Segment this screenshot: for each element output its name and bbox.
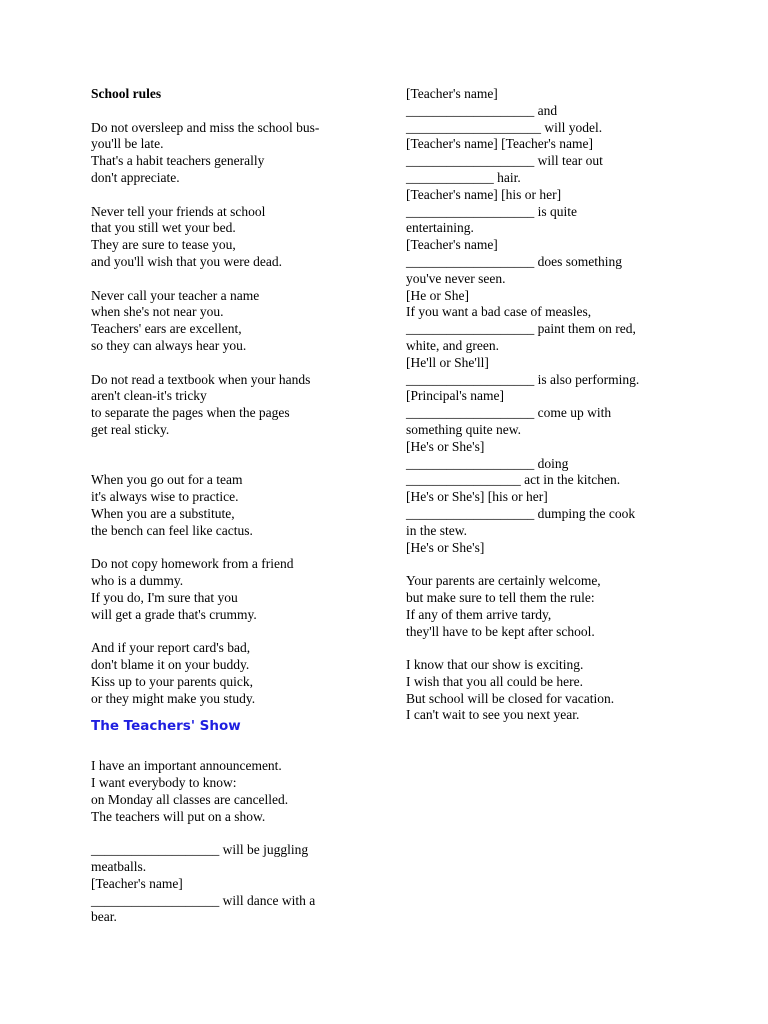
fill-in-block [406, 86, 696, 556]
poem-line: They are sure to tease you, [91, 237, 236, 253]
poem-line: don't appreciate. [91, 169, 180, 185]
poem-line: [Teacher's name] [his or her] [406, 186, 562, 202]
poem-line: white, and green. [406, 337, 499, 353]
stanza-1 [91, 120, 376, 187]
poem-line: on Monday all classes are cancelled. [91, 791, 289, 807]
stanza-7 [91, 640, 376, 707]
poem-line: Never tell your friends at school [91, 203, 266, 219]
poem-line: _____________ hair. [406, 169, 521, 185]
poem-line: you've never seen. [406, 270, 506, 286]
poem-line: Teachers' ears are excellent, [91, 321, 242, 337]
stanza-4 [91, 372, 376, 439]
poem-line: If you want a bad case of measles, [406, 304, 592, 320]
poem-line: [He's or She's] [406, 539, 485, 555]
poem-line: That's a habit teachers generally [91, 153, 265, 169]
poem-line: ___________________ come up with [406, 405, 612, 421]
stanza-3 [91, 288, 376, 355]
poem-line: ___________________ dumping the cook [406, 505, 636, 521]
poem-line: so they can always hear you. [91, 337, 247, 353]
poem-line: ___________________ doing [406, 455, 569, 471]
poem-line: ___________________ does something [406, 253, 622, 269]
poem-line: [Teacher's name] [406, 237, 498, 253]
poem-line: Do not copy homework from a friend [91, 556, 294, 572]
parents-stanza [406, 573, 696, 640]
poem-line: [He or She] [406, 287, 469, 303]
poem-line: will get a grade that's crummy. [91, 606, 257, 622]
poem-line: I have an important announcement. [91, 758, 282, 774]
poem-line: when she's not near you. [91, 304, 224, 320]
poem-line: _________________ act in the kitchen. [406, 472, 621, 488]
stanza-5 [91, 472, 376, 539]
poem-line: Your parents are certainly welcome, [406, 573, 601, 589]
poem-line: When you are a substitute, [91, 505, 235, 521]
poem-line: And if your report card's bad, [91, 640, 251, 656]
stanza-8 [91, 758, 376, 825]
poem-line: ___________________ and [406, 102, 558, 118]
poem-line: When you go out for a team [91, 472, 243, 488]
stanza-9 [91, 842, 376, 926]
poem-line: ___________________ paint them on red, [406, 321, 636, 337]
poem-line: ___________________ is also performing. [406, 371, 640, 387]
poem-line: I can't wait to see you next year. [406, 707, 580, 723]
poem-line: get real sticky. [91, 421, 170, 437]
poem-line: ___________________ will tear out [406, 153, 603, 169]
poem-line: [He's or She's] [his or her] [406, 489, 548, 505]
poem-line: [He's or She's] [406, 438, 485, 454]
poem-line: Do not read a textbook when your hands [91, 371, 311, 387]
poem-line: [Teacher's name] [91, 875, 183, 891]
left-column [91, 86, 376, 926]
poem-line: they'll have to be kept after school. [406, 623, 595, 639]
poem-line: [He'll or She'll] [406, 354, 489, 370]
right-column [406, 86, 696, 724]
closing-stanza [406, 657, 696, 724]
poem-line: who is a dummy. [91, 573, 184, 589]
poem-line: [Teacher's name] [406, 86, 498, 101]
poem-line: bear. [91, 909, 117, 925]
stanza-6 [91, 556, 376, 623]
poem-line: I wish that you all could be here. [406, 673, 583, 689]
poem-line: and you'll wish that you were dead. [91, 253, 283, 269]
poem-line: meatballs. [91, 859, 147, 875]
poem-line: you'll be late. [91, 136, 164, 152]
poem-line: entertaining. [406, 220, 474, 236]
poem-line: [Principal's name] [406, 388, 505, 404]
poem-line: ___________________ will dance with a [91, 892, 316, 908]
poem-line: ___________________ will be juggling [91, 842, 309, 858]
poem-line: ___________________ is quite [406, 203, 577, 219]
poem-line: If any of them arrive tardy, [406, 606, 552, 622]
school-rules-title: School rules [91, 86, 162, 101]
poem-line: something quite new. [406, 421, 521, 437]
poem-line: aren't clean-it's tricky [91, 388, 207, 404]
poem-line: ____________________ will yodel. [406, 119, 603, 135]
poem-line: [Teacher's name] [Teacher's name] [406, 136, 593, 152]
stanza-2 [91, 204, 376, 271]
poem-line: If you do, I'm sure that you [91, 589, 238, 605]
poem-line: in the stew. [406, 522, 467, 538]
poem-line: Kiss up to your parents quick, [91, 673, 253, 689]
poem-line: Never call your teacher a name [91, 287, 260, 303]
poem-line: I know that our show is exciting. [406, 657, 584, 673]
poem-line: or they might make you study. [91, 690, 256, 706]
poem-line: the bench can feel like cactus. [91, 522, 253, 538]
poem-line: don't blame it on your buddy. [91, 657, 250, 673]
poem-line: that you still wet your bed. [91, 220, 236, 236]
poem-line: but make sure to tell them the rule: [406, 589, 595, 605]
poem-line: I want everybody to know: [91, 775, 237, 791]
poem-line: But school will be closed for vacation. [406, 690, 615, 706]
poem-line: Do not oversleep and miss the school bus- [91, 119, 320, 135]
poem-line: The teachers will put on a show. [91, 808, 266, 824]
poem-line: it's always wise to practice. [91, 489, 239, 505]
poem-line: to separate the pages when the pages [91, 405, 290, 421]
teachers-show-heading: The Teachers' Show [91, 718, 241, 735]
